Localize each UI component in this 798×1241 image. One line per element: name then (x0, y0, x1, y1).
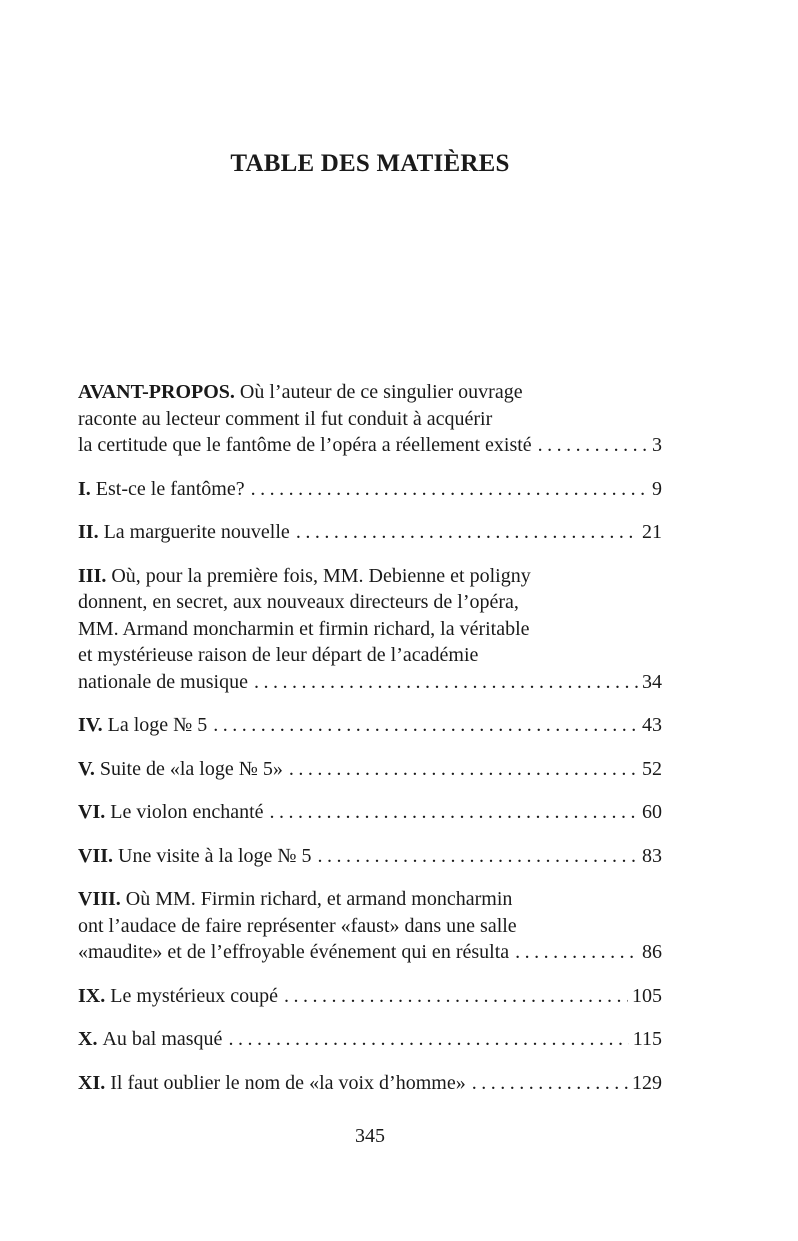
toc-entry-line (78, 406, 662, 433)
entry-title-text: MM. Armand moncharmin et firmin richard, la véritable (78, 617, 530, 640)
page-title: TABLE DES MATIÈRES (230, 150, 510, 177)
entry-title-text: Le mystérieux coupé (110, 984, 278, 1007)
entry-title-text: Le violon enchanté (110, 801, 264, 823)
toc-entry-last-line (78, 1026, 662, 1053)
chapter-number: X. (78, 1028, 98, 1050)
entry-page-number: 9 (652, 477, 662, 500)
entry-title-text: Une visite à la loge № 5 (118, 844, 312, 867)
toc-entry-line (78, 563, 662, 590)
toc-entry (78, 1026, 662, 1053)
toc-entry (78, 519, 662, 546)
entry-page-number: 60 (642, 801, 662, 823)
chapter-number: XI. (78, 1071, 106, 1094)
entry-page-number: 115 (632, 1028, 662, 1050)
toc-entry-last-line (78, 983, 662, 1010)
toc-entry (78, 712, 662, 739)
entry-title-text: Où l’auteur de ce singulier ouvrage (239, 381, 523, 403)
entry-page-number: 21 (642, 521, 662, 543)
entry-title-text: Suite de «la loge № 5» (99, 757, 283, 780)
entry-title-text: Au bal masqué (102, 1028, 223, 1050)
dot-leader (318, 843, 639, 870)
toc-entry-last-line (78, 476, 662, 503)
toc-entry-line (78, 379, 662, 406)
toc-entry (78, 379, 662, 459)
toc-entry-line (78, 589, 662, 616)
toc-entry-last-line (78, 519, 662, 546)
dot-leader (472, 1070, 628, 1097)
entry-page-number: 86 (642, 941, 662, 963)
entry-title-text: nationale de musique (78, 670, 248, 693)
entry-page-number: 34 (642, 670, 662, 693)
dot-leader (270, 799, 638, 826)
entry-page-number: 105 (632, 984, 662, 1007)
toc-entry (78, 756, 662, 783)
chapter-number: III. (78, 564, 107, 587)
toc-entry-line (78, 913, 662, 940)
toc-entry-last-line (78, 939, 662, 966)
dot-leader (538, 432, 648, 459)
toc-entry-last-line (78, 756, 662, 783)
dot-leader (254, 669, 638, 696)
toc-entry-last-line (78, 1070, 662, 1097)
entry-title-text: «maudite» et de l’effroyable événement qui en résulta (78, 941, 510, 963)
chapter-number: IX. (78, 984, 106, 1007)
entry-page-number: 83 (642, 844, 662, 867)
toc-entry (78, 1070, 662, 1097)
entry-page-number: 43 (642, 714, 662, 736)
entry-title-text: Où, pour la première fois, MM. Debienne et poligny (111, 564, 531, 587)
entry-page-number: 52 (642, 757, 662, 780)
chapter-number: AVANT-PROPOS. (78, 381, 235, 403)
toc-entry-line (78, 616, 662, 643)
toc-entry (78, 983, 662, 1010)
page-number: 345 (355, 1125, 385, 1147)
toc-entry-line (78, 886, 662, 913)
dot-leader (296, 519, 638, 546)
entry-title-text: La marguerite nouvelle (103, 521, 290, 543)
toc-entry (78, 799, 662, 826)
chapter-number: IV. (78, 714, 103, 736)
chapter-number: I. (78, 477, 91, 500)
toc-entry (78, 843, 662, 870)
chapter-number: V. (78, 757, 95, 780)
entry-page-number: 129 (632, 1071, 662, 1094)
dot-leader (251, 476, 648, 503)
toc-entry-last-line (78, 799, 662, 826)
entry-title-text: Il faut oublier le nom de «la voix d’homme» (110, 1071, 466, 1094)
dot-leader (289, 756, 638, 783)
entry-title-text: Où MM. Firmin richard, et armand moncharmin (125, 888, 513, 910)
chapter-number: II. (78, 521, 99, 543)
entry-title-text: Est-ce le fantôme? (95, 477, 245, 500)
dot-leader (284, 983, 628, 1010)
toc-entry-last-line (78, 843, 662, 870)
entry-title-text: raconte au lecteur comment il fut conduit à acquérir (78, 407, 493, 430)
dot-leader (515, 939, 638, 966)
entry-title-text: ont l’audace de faire représenter «faust» dans une salle (78, 914, 517, 937)
entry-page-number: 3 (652, 434, 662, 456)
entry-title-text: la certitude que le fantôme de l’opéra a réellement existé (78, 434, 532, 456)
entry-title-text: La loge № 5 (107, 714, 208, 736)
dot-leader (213, 712, 638, 739)
toc-entry-last-line (78, 712, 662, 739)
entry-title-text: donnent, en secret, aux nouveaux directeurs de l’opéra, (78, 591, 519, 613)
toc-entry (78, 563, 662, 696)
toc-entry (78, 476, 662, 503)
chapter-number: VIII. (78, 888, 121, 910)
toc-entry (78, 886, 662, 966)
entry-title-text: et mystérieuse raison de leur départ de l’académie (78, 644, 479, 666)
toc-entry-line (78, 642, 662, 669)
chapter-number: VI. (78, 801, 106, 823)
dot-leader (228, 1026, 628, 1053)
toc-entry-last-line (78, 669, 662, 696)
chapter-number: VII. (78, 844, 114, 867)
toc-entry-last-line (78, 432, 662, 459)
table-of-contents (78, 379, 662, 1113)
